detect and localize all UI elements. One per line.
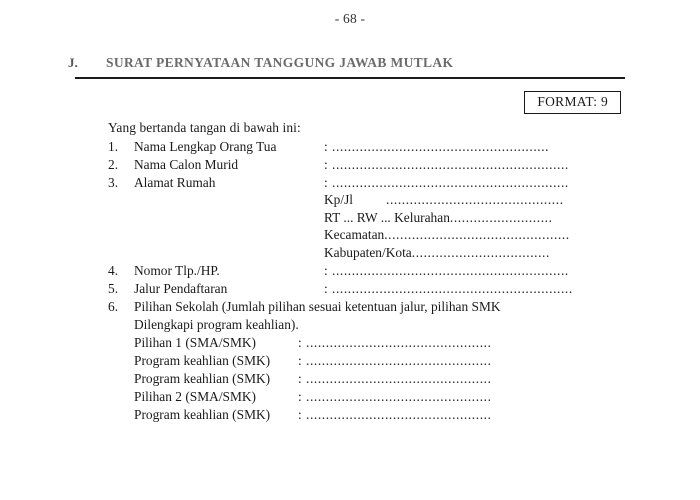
choice-row: [134, 336, 640, 349]
choice-row: [134, 354, 640, 367]
address-label: Kecamatan: [324, 227, 385, 243]
choice-row: [134, 372, 640, 385]
address-label: RT ... RW ... Kelurahan: [324, 209, 450, 225]
form-row: [108, 264, 640, 277]
item-label: Nomor Tlp./HP.: [134, 263, 220, 279]
address-row: [324, 246, 640, 259]
page-number: - 68 -: [334, 11, 366, 26]
form-row: [108, 282, 640, 295]
form-row: [108, 140, 640, 153]
page-title: SURAT PERNYATAAN TANGGUNG JAWAB MUTLAK: [106, 55, 454, 70]
section-letter: J.: [68, 55, 78, 70]
form-body: [0, 121, 700, 421]
heading-divider: [75, 77, 625, 79]
item-separator: :: [324, 175, 328, 191]
choice-separator: :: [298, 389, 302, 405]
item-blank-line: ............................................................: [332, 158, 569, 172]
address-blank-line: .............................................: [386, 192, 564, 207]
choice-separator: :: [298, 353, 302, 369]
choice-blank-line: ...............................................: [306, 354, 492, 368]
address-label: Kabupaten/Kota: [324, 245, 412, 261]
item-blank-line: .............................................................: [332, 282, 573, 296]
address-row: [324, 193, 640, 206]
item-number: 2.: [108, 157, 119, 173]
item-number: 5.: [108, 281, 119, 297]
item-label: Jalur Pendaftaran: [134, 281, 228, 297]
form-row: [108, 158, 640, 171]
item-separator: :: [324, 157, 328, 173]
intro-text: Yang bertanda tangan di bawah ini:: [108, 120, 301, 135]
item-separator: :: [324, 263, 328, 279]
item-label: Alamat Rumah: [134, 175, 216, 191]
section-heading: [0, 55, 700, 71]
status-badge: FORMAT: 9: [524, 91, 621, 114]
item-separator: :: [324, 139, 328, 155]
item-number: 4.: [108, 263, 119, 279]
choice-blank-line: ...............................................: [306, 408, 492, 422]
form-row: [108, 176, 640, 189]
choice-list: [108, 336, 640, 421]
choice-blank-line: ...............................................: [306, 336, 492, 350]
form-row-item6: [108, 300, 640, 313]
item6-continuation: Dilengkapi program keahlian).: [134, 316, 299, 332]
item-separator: :: [324, 281, 328, 297]
item-label: Pilihan Sekolah (Jumlah pilihan sesuai ketentuan jalur, pilihan SMK: [134, 299, 501, 315]
choice-label: Program keahlian (SMK): [134, 371, 271, 387]
address-row: [324, 228, 640, 241]
choice-label: Program keahlian (SMK): [134, 407, 271, 422]
address-blank-line: ...................................: [411, 246, 550, 260]
format-badge-wrap: [0, 91, 700, 114]
choice-separator: :: [298, 407, 302, 422]
item-number: 3.: [108, 175, 119, 191]
item-blank-line: ............................................................: [332, 264, 569, 278]
item-label: Nama Calon Murid: [134, 157, 239, 173]
choice-row: [134, 408, 640, 421]
address-row: [324, 211, 640, 224]
choice-blank-line: ...............................................: [306, 372, 492, 386]
address-blank-line: ...............................................: [384, 228, 570, 242]
item-number: 6.: [108, 299, 119, 315]
address-blank-line: ..........................: [449, 210, 553, 224]
item-label: Nama Lengkap Orang Tua: [134, 139, 277, 155]
item-blank-line: ............................................................: [332, 176, 569, 190]
choice-separator: :: [298, 335, 302, 351]
address-label: Kp/Jl: [324, 191, 354, 207]
choice-separator: :: [298, 371, 302, 387]
choice-blank-line: ...............................................: [306, 390, 492, 404]
choice-label: Program keahlian (SMK): [134, 353, 271, 369]
address-block: [108, 193, 640, 260]
item-blank-line: .......................................................: [332, 140, 550, 154]
choice-row: [134, 390, 640, 403]
item-number: 1.: [108, 139, 119, 155]
choice-label: Pilihan 1 (SMA/SMK): [134, 335, 257, 351]
choice-label: Pilihan 2 (SMA/SMK): [134, 389, 257, 405]
